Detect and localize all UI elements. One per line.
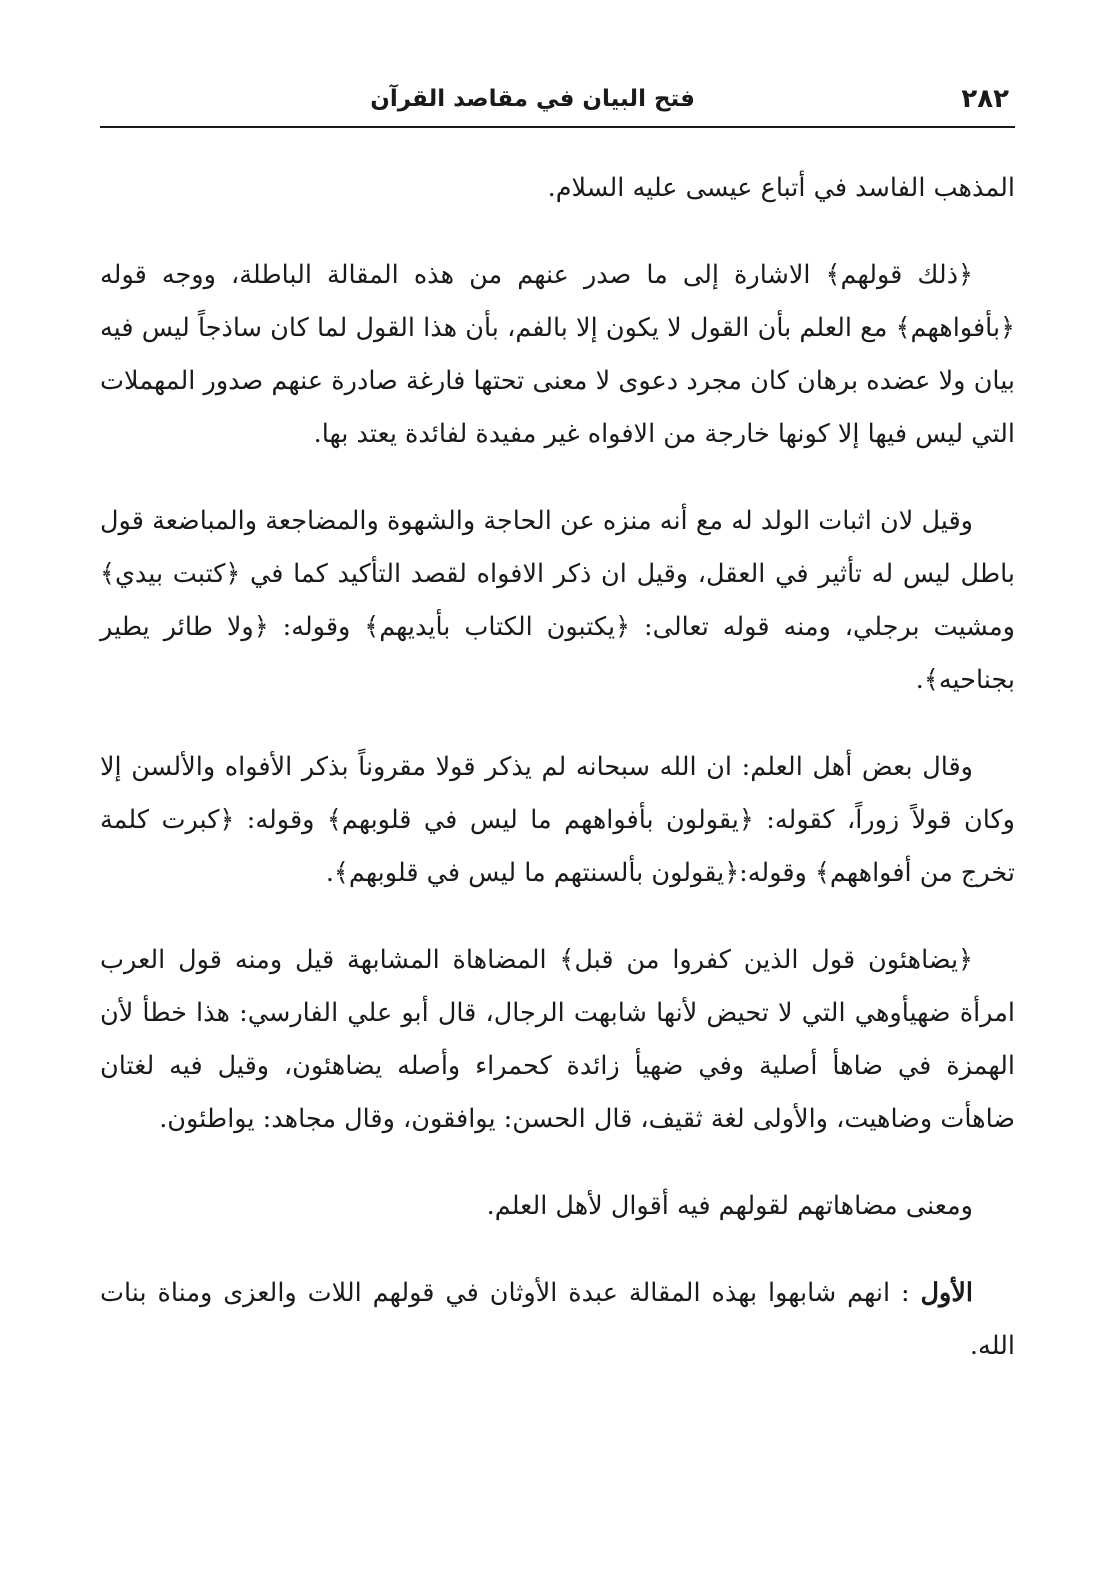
page-number: ٢٨٢ [961,84,1009,114]
paragraph-7-text: : انهم شابهوا بهذه المقالة عبدة الأوثان في قولهم اللات والعزى ومناة بنات الله. [100,1278,1015,1361]
book-page [100,70,1015,1510]
running-header [100,70,1015,128]
paragraph-6: ومعنى مضاهاتهم لقولهم فيه أقوال لأهل العلم. [486,1191,973,1221]
paragraph-5: ﴿يضاهئون قول الذين كفروا من قبل﴾ المضاهاة المشابهة قيل ومنه قول العرب امرأة ضهيأوهي التي لا تحيض لأنها شابهت الرجال، قال أبو علي الفارسي: هذا خطأ لأن الهمزة في ضاهأ أصلية وفي ضهيأ زائدة كحمراء وأصله يضاهئون، وقيل فيه لغتان ضاهأت وضاهيت، والأولى لغة ثقيف، قال الحسن: يوافقون، وقال مجاهد: يواطئون. [100,945,1015,1134]
paragraph-7-lead: الأول [920,1278,974,1308]
paragraph-2: ﴿ذلك قولهم﴾ الاشارة إلى ما صدر عنهم من هذه المقالة الباطلة، ووجه قوله ﴿بأفواههم﴾ مع العلم بأن القول لا يكون إلا بالفم، بأن هذا القول لما كان ساذجاً ليس فيه بيان ولا عضده برهان كان مجرد دعوى لا معنى تحتها فارغة صادرة عنهم صدور المهملات التي ليس فيها إلا كونها خارجة من الافواه غير مفيدة لفائدة يعتد بها. [100,260,1015,449]
paragraph-7 [100,1267,1015,1373]
body-text [100,162,1015,1373]
book-title: فتح البيان في مقاصد القرآن [370,86,695,112]
paragraph-3: وقيل لان اثبات الولد له مع أنه منزه عن الحاجة والشهوة والمضاجعة والمباضعة قول باطل ليس له تأثير في العقل، وقيل ان ذكر الافواه لقصد التأكيد كما في ﴿كتبت بيدي﴾ ومشيت برجلي، ومنه قوله تعالى: ﴿يكتبون الكتاب بأيديهم﴾ وقوله: ﴿ولا طائر يطير بجناحيه﴾. [100,506,1015,695]
paragraph-1: المذهب الفاسد في أتباع عيسى عليه السلام. [547,173,1015,203]
paragraph-4: وقال بعض أهل العلم: ان الله سبحانه لم يذكر قولا مقروناً بذكر الأفواه والألسن إلا وكان قولاً زوراً، كقوله: ﴿يقولون بأفواههم ما ليس في قلوبهم﴾ وقوله: ﴿كبرت كلمة تخرج من أفواههم﴾ وقوله:﴿يقولون بألسنتهم ما ليس في قلوبهم﴾. [100,752,1015,888]
